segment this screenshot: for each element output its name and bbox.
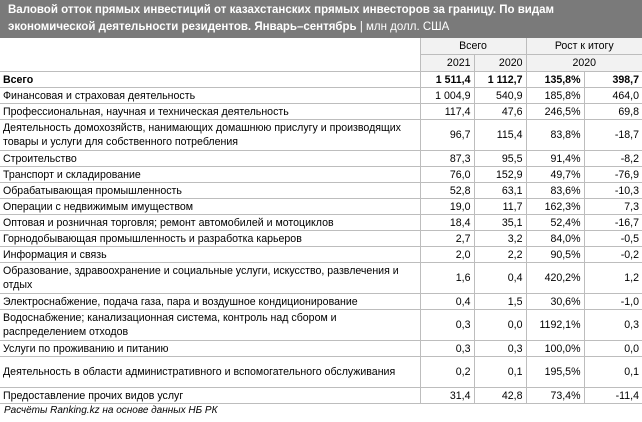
row-label: Строительство [0, 151, 420, 167]
table-row [0, 120, 642, 151]
value-2020: 1,5 [474, 294, 526, 310]
value-2020: 11,7 [474, 199, 526, 215]
table-row [0, 388, 642, 404]
value-2021: 1 004,9 [420, 88, 474, 104]
growth-percent: 83,8% [526, 120, 584, 151]
value-2021: 96,7 [420, 120, 474, 151]
value-2021: 2,7 [420, 231, 474, 247]
value-2020: 540,9 [474, 88, 526, 104]
row-label: Водоснабжение; канализационная система, контроль над сбором и распределением отходов [0, 310, 420, 341]
table-row [0, 104, 642, 120]
investment-table [0, 38, 642, 404]
value-2021: 87,3 [420, 151, 474, 167]
row-label: Всего [0, 72, 420, 88]
growth-percent: 52,4% [526, 215, 584, 231]
row-label: Образование, здравоохранение и социальные услуги, искусство, развлечения и отдых [0, 263, 420, 294]
value-2020: 2,2 [474, 247, 526, 263]
table-row [0, 357, 642, 388]
growth-percent: 246,5% [526, 104, 584, 120]
value-2021: 1,6 [420, 263, 474, 294]
col-header-growth-year: 2020 [526, 55, 642, 72]
value-2021: 19,0 [420, 199, 474, 215]
growth-diff: 0,1 [584, 357, 642, 388]
value-2021: 31,4 [420, 388, 474, 404]
growth-diff: 69,8 [584, 104, 642, 120]
table-row [0, 167, 642, 183]
growth-diff: 0,3 [584, 310, 642, 341]
growth-percent: 30,6% [526, 294, 584, 310]
growth-diff: -8,2 [584, 151, 642, 167]
value-2021: 117,4 [420, 104, 474, 120]
col-header-2021: 2021 [420, 55, 474, 72]
table-row [0, 88, 642, 104]
value-2021: 52,8 [420, 183, 474, 199]
growth-percent: 162,3% [526, 199, 584, 215]
growth-diff: 7,3 [584, 199, 642, 215]
growth-diff: -0,5 [584, 231, 642, 247]
row-label: Финансовая и страховая деятельность [0, 88, 420, 104]
growth-percent: 100,0% [526, 341, 584, 357]
value-2020: 0,4 [474, 263, 526, 294]
growth-diff: -16,7 [584, 215, 642, 231]
header-row-groups [0, 38, 642, 55]
value-2021: 18,4 [420, 215, 474, 231]
table-row [0, 151, 642, 167]
table-row-total [0, 72, 642, 88]
value-2020: 47,6 [474, 104, 526, 120]
row-label: Обрабатывающая промышленность [0, 183, 420, 199]
growth-diff: -10,3 [584, 183, 642, 199]
growth-percent: 420,2% [526, 263, 584, 294]
row-label: Деятельность в области административного и вспомогательного обслуживания [0, 357, 420, 388]
table-row [0, 341, 642, 357]
row-label: Горнодобывающая промышленность и разработка карьеров [0, 231, 420, 247]
value-2021: 0,2 [420, 357, 474, 388]
value-2020: 1 112,7 [474, 72, 526, 88]
row-label: Профессиональная, научная и техническая деятельность [0, 104, 420, 120]
value-2021: 1 511,4 [420, 72, 474, 88]
table-title-bar [0, 0, 642, 38]
growth-diff: 398,7 [584, 72, 642, 88]
growth-percent: 91,4% [526, 151, 584, 167]
value-2021: 2,0 [420, 247, 474, 263]
growth-diff: 464,0 [584, 88, 642, 104]
col-header-2020: 2020 [474, 55, 526, 72]
growth-percent: 1192,1% [526, 310, 584, 341]
row-label: Электроснабжение, подача газа, пара и воздушное кондиционирование [0, 294, 420, 310]
growth-percent: 49,7% [526, 167, 584, 183]
table-row [0, 310, 642, 341]
table-row [0, 294, 642, 310]
table-title: Валовой отток прямых инвестиций от казахстанских прямых инвесторов за границу. По видам экономической деятельности резидентов. Январь–сентябрь [8, 4, 555, 33]
growth-diff: 0,0 [584, 341, 642, 357]
growth-percent: 90,5% [526, 247, 584, 263]
growth-diff: 1,2 [584, 263, 642, 294]
row-label: Операции с недвижимым имуществом [0, 199, 420, 215]
table-row [0, 263, 642, 294]
table-row [0, 215, 642, 231]
value-2020: 95,5 [474, 151, 526, 167]
growth-diff: -76,9 [584, 167, 642, 183]
value-2021: 76,0 [420, 167, 474, 183]
table-body [0, 72, 642, 404]
growth-percent: 83,6% [526, 183, 584, 199]
growth-diff: -1,0 [584, 294, 642, 310]
growth-percent: 73,4% [526, 388, 584, 404]
growth-percent: 135,8% [526, 72, 584, 88]
group-header-total: Всего [420, 38, 526, 55]
growth-diff: -18,7 [584, 120, 642, 151]
table-row [0, 231, 642, 247]
growth-percent: 84,0% [526, 231, 584, 247]
growth-diff: -0,2 [584, 247, 642, 263]
group-header-growth: Рост к итогу [526, 38, 642, 55]
value-2021: 0,3 [420, 310, 474, 341]
value-2020: 0,0 [474, 310, 526, 341]
label-header [0, 38, 420, 72]
table-row [0, 183, 642, 199]
value-2020: 3,2 [474, 231, 526, 247]
value-2020: 42,8 [474, 388, 526, 404]
value-2020: 35,1 [474, 215, 526, 231]
value-2020: 152,9 [474, 167, 526, 183]
row-label: Оптовая и розничная торговля; ремонт автомобилей и мотоциклов [0, 215, 420, 231]
row-label: Услуги по проживанию и питанию [0, 341, 420, 357]
growth-percent: 195,5% [526, 357, 584, 388]
value-2020: 0,1 [474, 357, 526, 388]
table-unit: | млн долл. США [359, 21, 450, 33]
value-2021: 0,3 [420, 341, 474, 357]
table-row [0, 247, 642, 263]
table-row [0, 199, 642, 215]
row-label: Деятельность домохозяйств, нанимающих домашнюю прислугу и производящих товары и услуги для собственного потребления [0, 120, 420, 151]
row-label: Информация и связь [0, 247, 420, 263]
value-2020: 115,4 [474, 120, 526, 151]
value-2020: 63,1 [474, 183, 526, 199]
row-label: Предоставление прочих видов услуг [0, 388, 420, 404]
value-2020: 0,3 [474, 341, 526, 357]
growth-percent: 185,8% [526, 88, 584, 104]
row-label: Транспорт и складирование [0, 167, 420, 183]
value-2021: 0,4 [420, 294, 474, 310]
source-note: Расчёты Ranking.kz на основе данных НБ РК [4, 405, 218, 416]
growth-diff: -11,4 [584, 388, 642, 404]
